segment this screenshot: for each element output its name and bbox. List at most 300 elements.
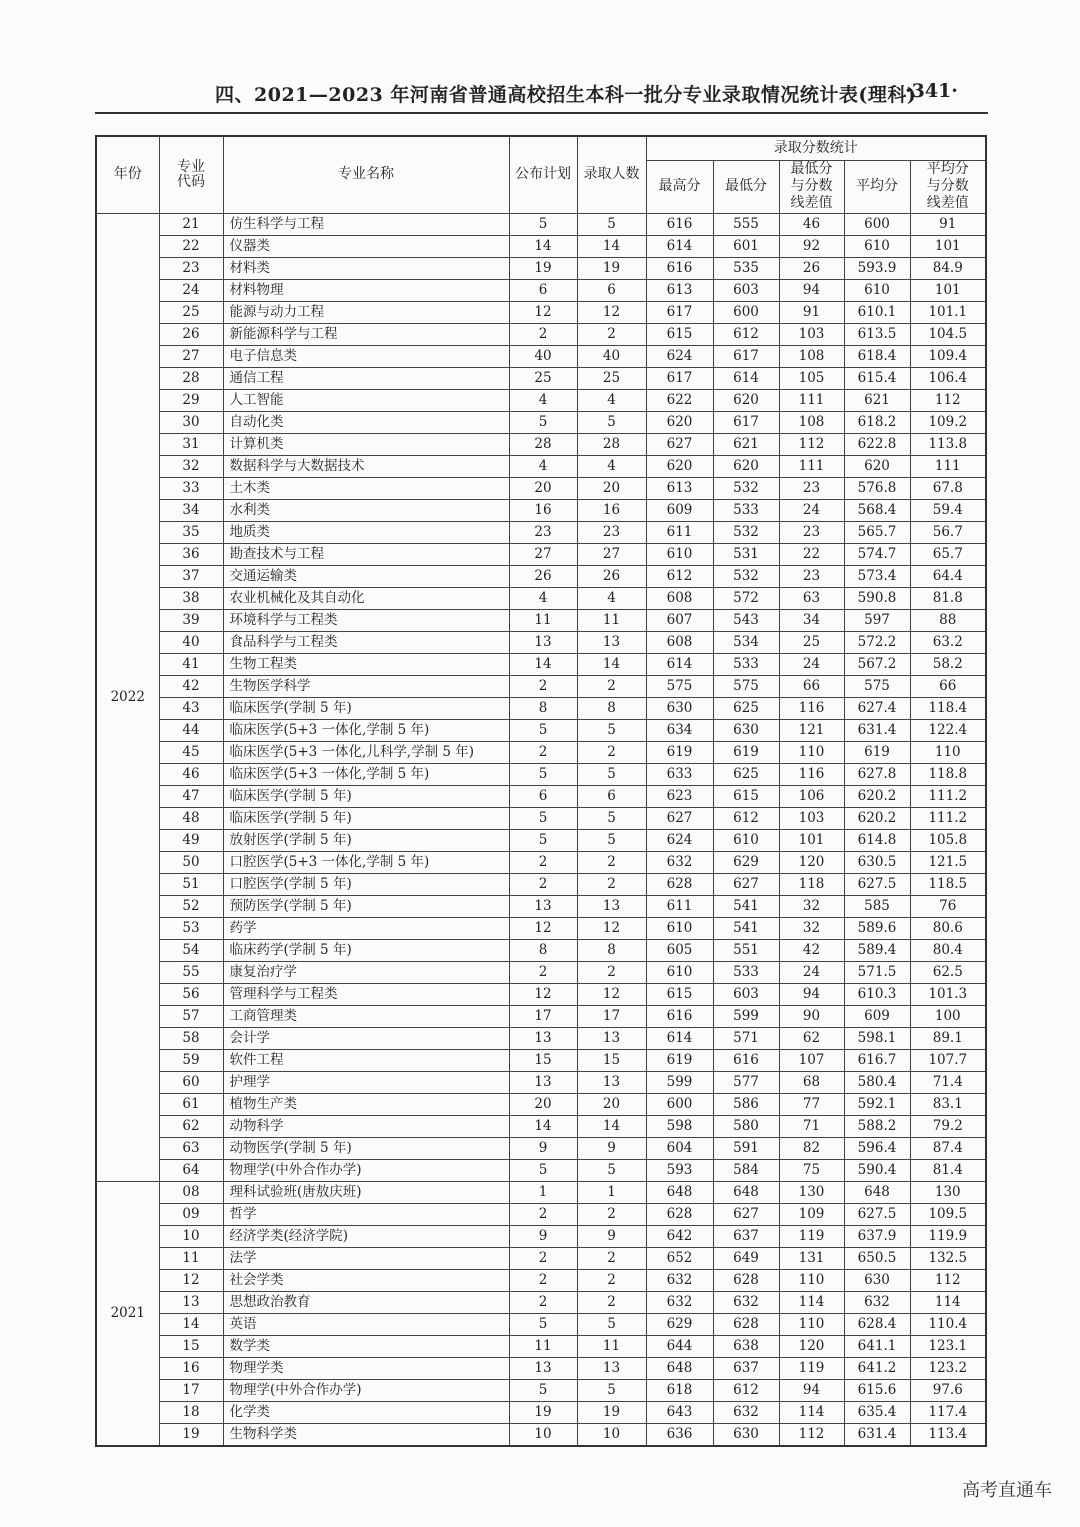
- max-cell: 636: [646, 1423, 713, 1446]
- min-diff-cell: 34: [779, 609, 844, 631]
- code-cell: 55: [159, 961, 223, 983]
- name-cell: 生物医学科学: [223, 675, 509, 697]
- avg-diff-cell: 111: [910, 455, 986, 477]
- name-cell: 地质类: [223, 521, 509, 543]
- code-cell: 46: [159, 763, 223, 785]
- plan-cell: 8: [509, 697, 577, 719]
- plan-cell: 2: [509, 1291, 577, 1313]
- avg-diff-cell: 118.8: [910, 763, 986, 785]
- code-cell: 17: [159, 1379, 223, 1401]
- min-diff-cell: 130: [779, 1181, 844, 1203]
- max-cell: 575: [646, 675, 713, 697]
- max-cell: 632: [646, 851, 713, 873]
- plan-cell: 14: [509, 1115, 577, 1137]
- table-row: [96, 389, 986, 411]
- table-row: [96, 961, 986, 983]
- avg-cell: 620: [844, 455, 910, 477]
- min-cell: 532: [713, 521, 779, 543]
- avg-diff-cell: 111.2: [910, 785, 986, 807]
- min-cell: 532: [713, 477, 779, 499]
- min-cell: 531: [713, 543, 779, 565]
- plan-cell: 13: [509, 1071, 577, 1093]
- table-row: [96, 1379, 986, 1401]
- plan-cell: 2: [509, 741, 577, 763]
- avg-cell: 588.2: [844, 1115, 910, 1137]
- min-diff-cell: 26: [779, 257, 844, 279]
- avg-diff-cell: 81.4: [910, 1159, 986, 1181]
- table-row: [96, 873, 986, 895]
- min-cell: 591: [713, 1137, 779, 1159]
- avg-cell: 610: [844, 279, 910, 301]
- avg-cell: 589.6: [844, 917, 910, 939]
- admitted-cell: 14: [577, 235, 646, 257]
- avg-cell: 635.4: [844, 1401, 910, 1423]
- table-row: [96, 1291, 986, 1313]
- min-cell: 571: [713, 1027, 779, 1049]
- admitted-cell: 2: [577, 1203, 646, 1225]
- plan-cell: 9: [509, 1225, 577, 1247]
- min-cell: 628: [713, 1313, 779, 1335]
- admitted-cell: 9: [577, 1137, 646, 1159]
- min-diff-cell: 23: [779, 477, 844, 499]
- avg-diff-cell: 83.1: [910, 1093, 986, 1115]
- avg-diff-cell: 113.8: [910, 433, 986, 455]
- min-diff-cell: 119: [779, 1225, 844, 1247]
- table-row: [96, 1225, 986, 1247]
- name-cell: 物理学(中外合作办学): [223, 1379, 509, 1401]
- avg-diff-cell: 109.5: [910, 1203, 986, 1225]
- name-cell: 食品科学与工程类: [223, 631, 509, 653]
- code-cell: 61: [159, 1093, 223, 1115]
- code-cell: 12: [159, 1269, 223, 1291]
- plan-cell: 9: [509, 1137, 577, 1159]
- min-cell: 599: [713, 1005, 779, 1027]
- name-cell: 能源与动力工程: [223, 301, 509, 323]
- avg-cell: 565.7: [844, 521, 910, 543]
- table-row: [96, 939, 986, 961]
- plan-cell: 14: [509, 235, 577, 257]
- max-cell: 615: [646, 323, 713, 345]
- admitted-cell: 12: [577, 301, 646, 323]
- min-diff-cell: 114: [779, 1291, 844, 1313]
- admitted-cell: 5: [577, 719, 646, 741]
- min-cell: 535: [713, 257, 779, 279]
- avg-diff-cell: 122.4: [910, 719, 986, 741]
- min-cell: 632: [713, 1401, 779, 1423]
- avg-cell: 568.4: [844, 499, 910, 521]
- plan-cell: 2: [509, 873, 577, 895]
- plan-cell: 4: [509, 455, 577, 477]
- plan-cell: 2: [509, 851, 577, 873]
- table-row: [96, 741, 986, 763]
- table-row: [96, 829, 986, 851]
- min-diff-cell: 91: [779, 301, 844, 323]
- admitted-cell: 5: [577, 763, 646, 785]
- name-cell: 土木类: [223, 477, 509, 499]
- max-cell: 604: [646, 1137, 713, 1159]
- avg-diff-cell: 91: [910, 213, 986, 235]
- min-cell: 649: [713, 1247, 779, 1269]
- table-row: [96, 1071, 986, 1093]
- avg-diff-cell: 81.8: [910, 587, 986, 609]
- code-cell: 19: [159, 1423, 223, 1446]
- code-cell: 49: [159, 829, 223, 851]
- min-cell: 601: [713, 235, 779, 257]
- min-cell: 533: [713, 653, 779, 675]
- name-cell: 哲学: [223, 1203, 509, 1225]
- code-cell: 24: [159, 279, 223, 301]
- admitted-cell: 14: [577, 653, 646, 675]
- avg-diff-cell: 79.2: [910, 1115, 986, 1137]
- plan-cell: 4: [509, 587, 577, 609]
- avg-cell: 574.7: [844, 543, 910, 565]
- avg-cell: 620.2: [844, 807, 910, 829]
- max-cell: 632: [646, 1269, 713, 1291]
- avg-diff-cell: 80.6: [910, 917, 986, 939]
- avg-cell: 616.7: [844, 1049, 910, 1071]
- max-cell: 612: [646, 565, 713, 587]
- admitted-cell: 20: [577, 1093, 646, 1115]
- avg-cell: 576.8: [844, 477, 910, 499]
- code-cell: 26: [159, 323, 223, 345]
- table-row: [96, 433, 986, 455]
- avg-diff-cell: 114: [910, 1291, 986, 1313]
- plan-cell: 5: [509, 213, 577, 235]
- min-diff-cell: 46: [779, 213, 844, 235]
- max-cell: 615: [646, 983, 713, 1005]
- min-diff-cell: 121: [779, 719, 844, 741]
- min-diff-cell: 63: [779, 587, 844, 609]
- code-cell: 10: [159, 1225, 223, 1247]
- table-row: [96, 565, 986, 587]
- name-cell: 电子信息类: [223, 345, 509, 367]
- min-cell: 575: [713, 675, 779, 697]
- name-cell: 勘查技术与工程: [223, 543, 509, 565]
- avg-diff-cell: 107.7: [910, 1049, 986, 1071]
- table-row: [96, 455, 986, 477]
- plan-cell: 6: [509, 785, 577, 807]
- max-cell: 629: [646, 1313, 713, 1335]
- avg-diff-cell: 110: [910, 741, 986, 763]
- max-cell: 617: [646, 301, 713, 323]
- min-cell: 612: [713, 807, 779, 829]
- min-diff-cell: 119: [779, 1357, 844, 1379]
- code-cell: 38: [159, 587, 223, 609]
- name-cell: 计算机类: [223, 433, 509, 455]
- max-cell: 652: [646, 1247, 713, 1269]
- avg-cell: 631.4: [844, 719, 910, 741]
- table-row: [96, 1159, 986, 1181]
- name-cell: 思想政治教育: [223, 1291, 509, 1313]
- min-cell: 630: [713, 1423, 779, 1446]
- plan-cell: 12: [509, 917, 577, 939]
- code-cell: 08: [159, 1181, 223, 1203]
- plan-cell: 2: [509, 1203, 577, 1225]
- avg-cell: 620.2: [844, 785, 910, 807]
- min-cell: 543: [713, 609, 779, 631]
- code-cell: 64: [159, 1159, 223, 1181]
- table-row: [96, 807, 986, 829]
- name-cell: 农业机械化及其自动化: [223, 587, 509, 609]
- max-cell: 614: [646, 235, 713, 257]
- page-number: ·341·: [905, 80, 958, 102]
- admitted-cell: 14: [577, 1115, 646, 1137]
- admitted-cell: 16: [577, 499, 646, 521]
- code-cell: 27: [159, 345, 223, 367]
- avg-diff-cell: 58.2: [910, 653, 986, 675]
- avg-cell: 627.5: [844, 1203, 910, 1225]
- plan-cell: 5: [509, 1313, 577, 1335]
- table-row: [96, 1335, 986, 1357]
- code-cell: 09: [159, 1203, 223, 1225]
- min-diff-cell: 32: [779, 895, 844, 917]
- table-row: [96, 609, 986, 631]
- name-cell: 临床医学(学制 5 年): [223, 807, 509, 829]
- avg-cell: 598.1: [844, 1027, 910, 1049]
- min-diff-cell: 107: [779, 1049, 844, 1071]
- admitted-cell: 27: [577, 543, 646, 565]
- min-cell: 533: [713, 499, 779, 521]
- max-cell: 614: [646, 653, 713, 675]
- plan-cell: 2: [509, 1247, 577, 1269]
- plan-cell: 5: [509, 763, 577, 785]
- max-cell: 643: [646, 1401, 713, 1423]
- max-cell: 648: [646, 1181, 713, 1203]
- name-cell: 临床医学(学制 5 年): [223, 785, 509, 807]
- avg-diff-cell: 59.4: [910, 499, 986, 521]
- name-cell: 工商管理类: [223, 1005, 509, 1027]
- admitted-cell: 11: [577, 609, 646, 631]
- table-row: [96, 521, 986, 543]
- plan-cell: 2: [509, 961, 577, 983]
- min-cell: 600: [713, 301, 779, 323]
- max-cell: 620: [646, 455, 713, 477]
- max-cell: 610: [646, 961, 713, 983]
- min-cell: 625: [713, 763, 779, 785]
- table-row: [96, 1027, 986, 1049]
- table-row: [96, 1093, 986, 1115]
- col-plan: 公布计划: [509, 136, 577, 213]
- avg-diff-cell: 123.2: [910, 1357, 986, 1379]
- table-row: [96, 895, 986, 917]
- plan-cell: 6: [509, 279, 577, 301]
- min-diff-cell: 111: [779, 455, 844, 477]
- col-min-diff: 最低分与分数线差值: [779, 160, 844, 213]
- code-cell: 53: [159, 917, 223, 939]
- avg-cell: 610: [844, 235, 910, 257]
- avg-cell: 614.8: [844, 829, 910, 851]
- name-cell: 口腔医学(5+3 一体化,学制 5 年): [223, 851, 509, 873]
- table-row: [96, 543, 986, 565]
- min-diff-cell: 131: [779, 1247, 844, 1269]
- max-cell: 616: [646, 1005, 713, 1027]
- col-score-group: 录取分数统计: [646, 136, 986, 160]
- plan-cell: 13: [509, 1027, 577, 1049]
- avg-cell: 575: [844, 675, 910, 697]
- max-cell: 624: [646, 829, 713, 851]
- avg-diff-cell: 111.2: [910, 807, 986, 829]
- avg-cell: 627.8: [844, 763, 910, 785]
- avg-diff-cell: 88: [910, 609, 986, 631]
- code-cell: 33: [159, 477, 223, 499]
- code-cell: 40: [159, 631, 223, 653]
- table-row: [96, 653, 986, 675]
- avg-cell: 571.5: [844, 961, 910, 983]
- min-diff-cell: 24: [779, 499, 844, 521]
- code-cell: 21: [159, 213, 223, 235]
- plan-cell: 25: [509, 367, 577, 389]
- min-cell: 533: [713, 961, 779, 983]
- min-cell: 648: [713, 1181, 779, 1203]
- min-cell: 627: [713, 873, 779, 895]
- year-cell: 2021: [96, 1181, 159, 1446]
- admitted-cell: 4: [577, 455, 646, 477]
- table-row: [96, 785, 986, 807]
- name-cell: 临床药学(学制 5 年): [223, 939, 509, 961]
- avg-cell: 596.4: [844, 1137, 910, 1159]
- admitted-cell: 20: [577, 477, 646, 499]
- code-cell: 37: [159, 565, 223, 587]
- avg-diff-cell: 63.2: [910, 631, 986, 653]
- min-cell: 619: [713, 741, 779, 763]
- min-diff-cell: 66: [779, 675, 844, 697]
- plan-cell: 2: [509, 1269, 577, 1291]
- avg-diff-cell: 67.8: [910, 477, 986, 499]
- max-cell: 628: [646, 873, 713, 895]
- name-cell: 自动化类: [223, 411, 509, 433]
- min-diff-cell: 105: [779, 367, 844, 389]
- avg-cell: 632: [844, 1291, 910, 1313]
- admitted-cell: 12: [577, 917, 646, 939]
- table-row: [96, 1181, 986, 1203]
- table-row: [96, 697, 986, 719]
- name-cell: 临床医学(学制 5 年): [223, 697, 509, 719]
- avg-cell: 650.5: [844, 1247, 910, 1269]
- plan-cell: 19: [509, 257, 577, 279]
- avg-diff-cell: 89.1: [910, 1027, 986, 1049]
- plan-cell: 2: [509, 323, 577, 345]
- avg-cell: 590.8: [844, 587, 910, 609]
- plan-cell: 5: [509, 1379, 577, 1401]
- avg-cell: 597: [844, 609, 910, 631]
- avg-cell: 648: [844, 1181, 910, 1203]
- max-cell: 616: [646, 213, 713, 235]
- avg-diff-cell: 76: [910, 895, 986, 917]
- avg-diff-cell: 101.3: [910, 983, 986, 1005]
- table-row: [96, 1137, 986, 1159]
- min-cell: 577: [713, 1071, 779, 1093]
- plan-cell: 2: [509, 675, 577, 697]
- admitted-cell: 4: [577, 587, 646, 609]
- min-diff-cell: 116: [779, 763, 844, 785]
- max-cell: 608: [646, 587, 713, 609]
- min-diff-cell: 71: [779, 1115, 844, 1137]
- min-diff-cell: 94: [779, 1379, 844, 1401]
- min-cell: 637: [713, 1357, 779, 1379]
- min-cell: 532: [713, 565, 779, 587]
- plan-cell: 19: [509, 1401, 577, 1423]
- min-cell: 612: [713, 1379, 779, 1401]
- code-cell: 58: [159, 1027, 223, 1049]
- max-cell: 632: [646, 1291, 713, 1313]
- min-cell: 551: [713, 939, 779, 961]
- min-diff-cell: 32: [779, 917, 844, 939]
- code-cell: 13: [159, 1291, 223, 1313]
- avg-cell: 641.2: [844, 1357, 910, 1379]
- avg-diff-cell: 110.4: [910, 1313, 986, 1335]
- name-cell: 仪器类: [223, 235, 509, 257]
- table-row: [96, 719, 986, 741]
- admitted-cell: 2: [577, 675, 646, 697]
- name-cell: 人工智能: [223, 389, 509, 411]
- plan-cell: 15: [509, 1049, 577, 1071]
- max-cell: 642: [646, 1225, 713, 1247]
- avg-diff-cell: 56.7: [910, 521, 986, 543]
- code-cell: 43: [159, 697, 223, 719]
- admitted-cell: 2: [577, 741, 646, 763]
- col-code: 专业代码: [159, 136, 223, 213]
- avg-diff-cell: 87.4: [910, 1137, 986, 1159]
- min-diff-cell: 42: [779, 939, 844, 961]
- min-cell: 632: [713, 1291, 779, 1313]
- min-diff-cell: 24: [779, 961, 844, 983]
- min-cell: 629: [713, 851, 779, 873]
- max-cell: 618: [646, 1379, 713, 1401]
- avg-cell: 630: [844, 1269, 910, 1291]
- min-diff-cell: 23: [779, 565, 844, 587]
- admitted-cell: 2: [577, 851, 646, 873]
- table-row: [96, 411, 986, 433]
- plan-cell: 5: [509, 1159, 577, 1181]
- avg-cell: 637.9: [844, 1225, 910, 1247]
- plan-cell: 5: [509, 719, 577, 741]
- min-cell: 580: [713, 1115, 779, 1137]
- admitted-cell: 10: [577, 1423, 646, 1446]
- code-cell: 18: [159, 1401, 223, 1423]
- min-cell: 541: [713, 917, 779, 939]
- code-cell: 28: [159, 367, 223, 389]
- max-cell: 624: [646, 345, 713, 367]
- col-avg: 平均分: [844, 160, 910, 213]
- name-cell: 英语: [223, 1313, 509, 1335]
- plan-cell: 11: [509, 1335, 577, 1357]
- avg-cell: 585: [844, 895, 910, 917]
- min-diff-cell: 92: [779, 235, 844, 257]
- admitted-cell: 5: [577, 1159, 646, 1181]
- table-row: [96, 763, 986, 785]
- admitted-cell: 19: [577, 257, 646, 279]
- name-cell: 口腔医学(学制 5 年): [223, 873, 509, 895]
- min-cell: 621: [713, 433, 779, 455]
- avg-cell: 627.4: [844, 697, 910, 719]
- table-row: [96, 917, 986, 939]
- avg-diff-cell: 118.5: [910, 873, 986, 895]
- code-cell: 35: [159, 521, 223, 543]
- max-cell: 613: [646, 279, 713, 301]
- admitted-cell: 5: [577, 807, 646, 829]
- plan-cell: 17: [509, 1005, 577, 1027]
- admitted-cell: 2: [577, 873, 646, 895]
- avg-diff-cell: 97.6: [910, 1379, 986, 1401]
- plan-cell: 20: [509, 1093, 577, 1115]
- avg-cell: 618.4: [844, 345, 910, 367]
- avg-cell: 610.1: [844, 301, 910, 323]
- min-diff-cell: 109: [779, 1203, 844, 1225]
- admitted-cell: 4: [577, 389, 646, 411]
- min-cell: 615: [713, 785, 779, 807]
- plan-cell: 14: [509, 653, 577, 675]
- plan-cell: 13: [509, 1357, 577, 1379]
